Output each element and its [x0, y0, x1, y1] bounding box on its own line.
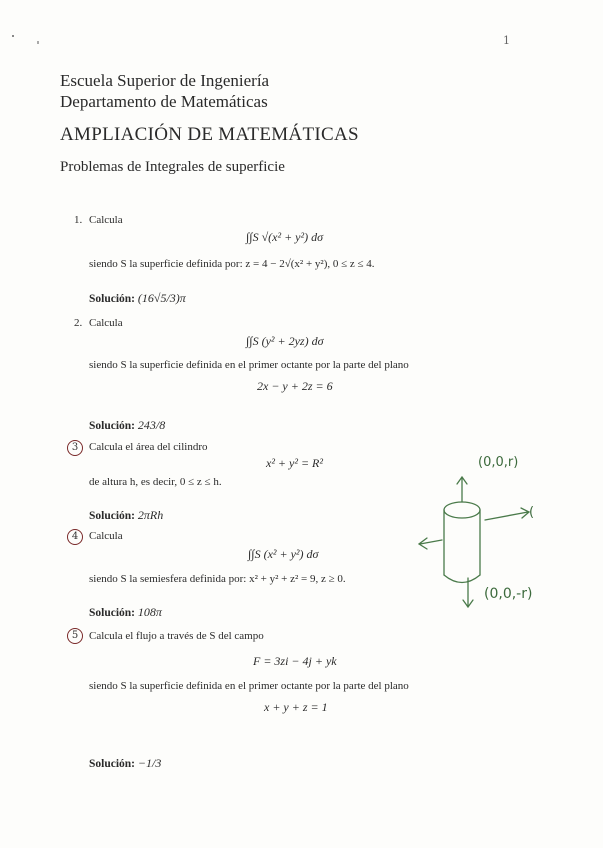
solution-value: 243/8 [137, 418, 166, 432]
problem-2-condition: siendo S la superficie definida en el primer octante por la parte del plano [89, 359, 409, 371]
solution-value: −1/3 [137, 756, 162, 770]
problem-2-prompt: Calcula [89, 317, 123, 329]
solution-value: 2πRh [137, 508, 164, 522]
problem-3-number: 3 [67, 440, 83, 456]
problem-4-prompt: Calcula [89, 530, 123, 542]
problem-5-prompt: Calcula el flujo a través de S del campo [89, 630, 264, 642]
solution-value: 108π [137, 605, 162, 619]
cylinder-bottom-curve [444, 575, 480, 583]
problem-4-number: 4 [67, 529, 83, 545]
up-arrow [457, 477, 467, 502]
problem-1-number: 1. [74, 214, 83, 226]
problem-1-formula: ∫∫S √(x² + y²) dσ [246, 230, 324, 244]
right-mark-label: ( [529, 505, 535, 520]
bottom-point-label: (0,0,-r) [484, 586, 533, 602]
problem-3-formula: x² + y² = R² [266, 456, 323, 470]
problem-5-number: 5 [67, 628, 83, 644]
right-arrow [485, 508, 529, 520]
problem-2-plane: 2x − y + 2z = 6 [257, 379, 333, 393]
solution-value: (16√5/3)π [137, 291, 186, 305]
solution-label: Solución: [89, 758, 136, 770]
problem-2-formula: ∫∫S (y² + 2yz) dσ [246, 334, 324, 348]
problem-3-condition: de altura h, es decir, 0 ≤ z ≤ h. [89, 476, 222, 488]
problem-2-number: 2. [74, 317, 83, 329]
problem-5-condition: siendo S la superficie definida en el primer octante por la parte del plano [89, 680, 409, 692]
problem-1-condition: siendo S la superficie definida por: z = 4 − 2√(x² + y²), 0 ≤ z ≤ 4. [89, 258, 375, 270]
department-name: Departamento de Matemáticas [60, 92, 268, 111]
solution-label: Solución: [89, 607, 136, 619]
problem-1-prompt: Calcula [89, 214, 123, 226]
top-point-label: (0,0,r) [478, 455, 519, 470]
problem-5-plane: x + y + z = 1 [264, 700, 328, 714]
cylinder-top-ellipse [444, 502, 480, 518]
problem-4-condition: siendo S la semiesfera definida por: x² + y² + z² = 9, z ≥ 0. [89, 573, 346, 585]
page-number: 1 [503, 34, 510, 47]
problem-4-formula: ∫∫S (x² + y²) dσ [248, 547, 319, 561]
solution-label: Solución: [89, 510, 136, 522]
solution-label: Solución: [89, 293, 136, 305]
course-title: AMPLIACIÓN DE MATEMÁTICAS [60, 124, 359, 145]
solution-label: Solución: [89, 420, 136, 432]
problem-3-prompt: Calcula el área del cilindro [89, 441, 208, 453]
left-arrow [419, 538, 442, 549]
topic-title: Problemas de Integrales de superficie [60, 159, 285, 175]
school-name: Escuela Superior de Ingeniería [60, 71, 270, 90]
problem-5-formula: F = 3zi − 4j + yk [253, 654, 337, 668]
